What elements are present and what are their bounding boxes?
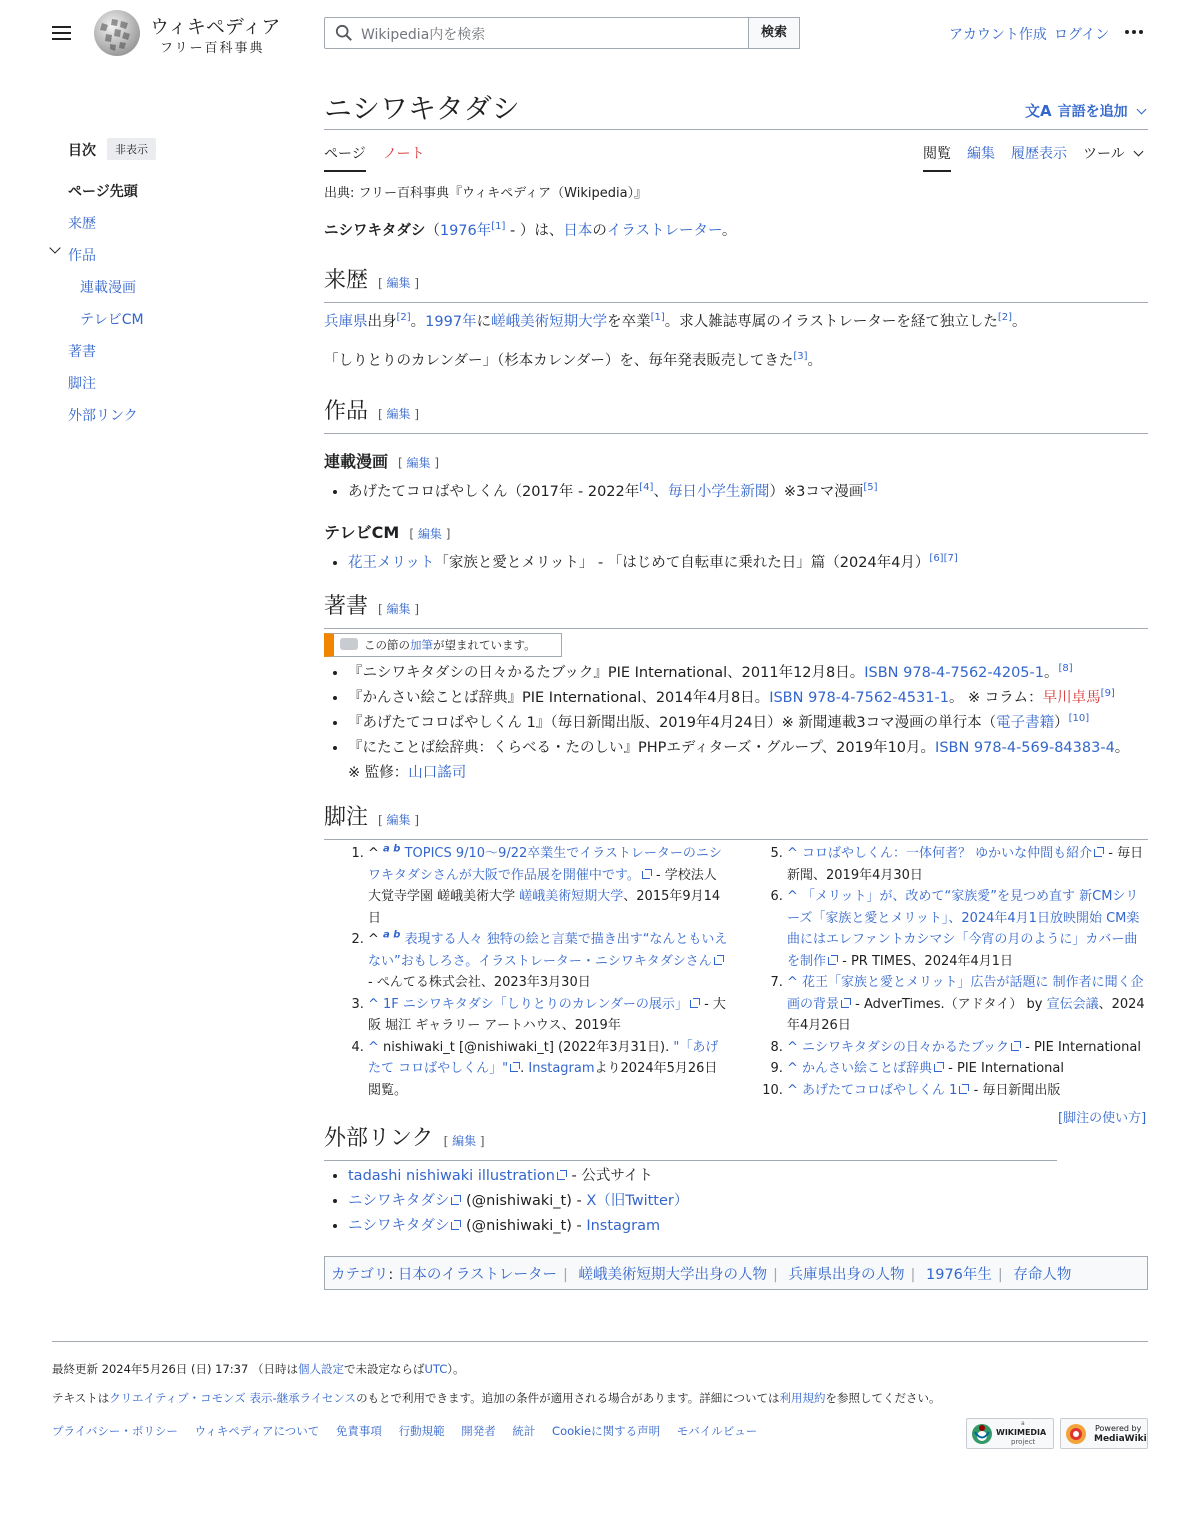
- external-link-icon: [714, 955, 724, 965]
- toc-item-external[interactable]: 外部リンク: [68, 408, 138, 424]
- wikimedia-logo-icon: [971, 1423, 993, 1445]
- toc-item-tvcm[interactable]: テレビCM: [80, 312, 144, 328]
- hyogo-link[interactable]: 兵庫県: [324, 314, 368, 330]
- toc-item-manga[interactable]: 連載漫画: [80, 280, 136, 296]
- chevron-down-icon: [1133, 147, 1143, 157]
- school-link[interactable]: 嵯峨美術短期大学: [519, 889, 624, 904]
- reference-link[interactable]: 表現する人々 独特の絵と言葉で描き出す“なんともいえない”おもしろさ。イラストレーター・ニシワキタダシさん: [368, 932, 728, 969]
- ref-link[interactable]: [6][7]: [929, 553, 958, 565]
- references-right: [743, 843, 1148, 1101]
- toc-hide-button[interactable]: 非表示: [107, 138, 156, 160]
- tab-read[interactable]: 閲覧: [923, 143, 951, 172]
- supervisor-link[interactable]: 山口謠司: [408, 765, 467, 781]
- external-link-icon: [510, 1062, 520, 1072]
- isbn-link[interactable]: ISBN 978-4-7562-4531-1: [769, 690, 949, 706]
- back-link[interactable]: ^: [787, 975, 803, 990]
- mediawiki-badge[interactable]: Powered by MediaWiki: [1060, 1418, 1148, 1449]
- external-link-icon: [690, 998, 700, 1008]
- reference-link[interactable]: 花王「家族と愛とメリット」広告が話題に 制作者に聞く企画の背景: [787, 975, 1144, 1012]
- footer-divider: [52, 1341, 1148, 1342]
- manga-list: [348, 480, 877, 505]
- calendar-paragraph: 「しりとりのカレンダー」（杉本カレンダー）を、毎年発表販売してきた[3]。: [324, 351, 823, 369]
- back-link[interactable]: ^: [787, 1039, 803, 1055]
- ref-link[interactable]: [1]: [650, 312, 665, 324]
- external-link-icon: [642, 869, 652, 879]
- edit-section-link[interactable]: [ 編集 ]: [378, 407, 420, 421]
- toc-title: 目次: [68, 143, 96, 159]
- category-box: カテゴリ: 日本のイラストレーター | 嵯峨美術短期大学出身の人物 | 兵庫県出身の人物 | 1976年生 | 存命人物: [324, 1256, 1148, 1290]
- footer-link-stats[interactable]: 統計: [512, 1424, 536, 1438]
- reference-item: 5. ^ コロばやしくん：一体何者？ ゆかいな仲間も紹介 - 毎日新聞、2019年4月30日: [787, 843, 1148, 886]
- source-line: 出典: フリー百科事典『ウィキペディア（Wikipedia）』: [324, 186, 648, 201]
- reference-item: 10. ^ あげたてコロばやしくん 1 - 毎日新聞出版: [787, 1080, 1148, 1102]
- wikipedia-logo[interactable]: [92, 9, 282, 57]
- reference-item: 8. ^ ニシワキタダシの日々かるたブック - PIE International: [787, 1037, 1148, 1059]
- external-link-icon: [557, 1170, 567, 1180]
- external-link-icon: [1011, 1041, 1021, 1051]
- x-link[interactable]: X（旧Twitter）: [586, 1193, 689, 1209]
- reference-link[interactable]: かんさい絵ことば辞典: [802, 1061, 933, 1076]
- reference-item: 6. ^ 「メリット」が、改めて“家族愛”を見つめ直す 新CMシリーズ「家族と愛とメリット」、2024年4月1日放映開始 CM楽曲にはエレファントカシマシ「今宵の月のように」カバー曲を制作 - PR TIMES、2024年4月1日: [787, 886, 1148, 972]
- reference-link[interactable]: "「あげたて コロばやしくん」": [368, 1039, 719, 1076]
- section-notes-heading: 脚注 [ 編集 ]: [324, 803, 1148, 840]
- toc-item-works[interactable]: 作品: [68, 248, 96, 264]
- expand-notice-box: この節の加筆が望まれています。: [324, 633, 562, 657]
- search-button[interactable]: 検索: [748, 17, 800, 49]
- list-item: • あげたてコロばやしくん（2017年 - 2022年[4]、毎日小学生新聞）※3コマ漫画[5]: [348, 480, 877, 505]
- more-options-icon[interactable]: [1125, 30, 1145, 36]
- tab-talk[interactable]: ノート: [383, 146, 425, 162]
- ref-link[interactable]: [4]: [639, 482, 654, 494]
- list-item: • 花王メリット「家族と愛とメリット」 - 「はじめて自転車に乗れた日」篇（2024年4月）[6][7]: [348, 551, 958, 576]
- isbn-link[interactable]: ISBN 978-4-7562-4205-1: [864, 665, 1044, 681]
- back-link[interactable]: ^: [787, 846, 803, 861]
- hamburger-icon: [52, 24, 72, 42]
- edit-section-link[interactable]: [ 編集 ]: [443, 1134, 485, 1148]
- instagram-profile-link[interactable]: ニシワキタダシ: [348, 1218, 450, 1234]
- back-link[interactable]: ^: [368, 1039, 384, 1055]
- category-link[interactable]: 1976年生: [926, 1267, 992, 1283]
- tab-edit[interactable]: 編集: [967, 146, 995, 162]
- edit-section-link[interactable]: [ 編集 ]: [378, 813, 420, 827]
- school-link[interactable]: 嵯峨美術短期大学: [491, 314, 608, 330]
- edit-section-link[interactable]: [ 編集 ]: [398, 456, 440, 470]
- reference-item: 2. ^ $^{a b}$ 表現する人々 独特の絵と言葉で描き出す“なんともいえない”おもしろさ。イラストレーター・ニシワキタダシさん - ぺんてる株式会社、2023年3月30日: [368, 929, 728, 994]
- reference-item: 9. ^ かんさい絵ことば辞典 - PIE International: [787, 1058, 1148, 1080]
- refs-help-link[interactable]: [脚注の使い方]: [1058, 1111, 1147, 1126]
- ref-link[interactable]: [3]: [793, 351, 808, 363]
- footer-link-mobile[interactable]: モバイルビュー: [676, 1424, 758, 1438]
- external-link-icon: [828, 955, 838, 965]
- wikipedia-globe-icon: [92, 9, 142, 57]
- reference-item: 4. ^ nishiwaki_t [@nishiwaki_t] (2022年3月31日). "「あげたて コロばやしくん」" . Instagramより2024年5月26日閲覧。: [368, 1037, 728, 1102]
- instagram-link[interactable]: Instagram: [586, 1218, 661, 1234]
- tab-page[interactable]: ページ: [324, 143, 366, 172]
- list-item: • ニシワキタダシ (@nishiwaki_t) - X（旧Twitter）: [348, 1189, 688, 1214]
- x-profile-link[interactable]: ニシワキタダシ: [348, 1193, 450, 1209]
- ref-link[interactable]: [10]: [1068, 713, 1090, 725]
- expand-link[interactable]: 加筆: [410, 638, 433, 652]
- ref-link[interactable]: [8]: [1058, 663, 1073, 675]
- toc-item-books[interactable]: 著書: [68, 344, 96, 360]
- reference-item: 7. ^ 花王「家族と愛とメリット」広告が話題に 制作者に聞く企画の背景 - AdverTimes.（アドタイ） by 宣伝会議、2024年4月26日: [787, 972, 1148, 1037]
- reference-link[interactable]: 1F ニシワキタダシ「しりとりのカレンダーの展示」: [383, 996, 688, 1012]
- sendenkaigi-link[interactable]: 宣伝会議: [1046, 996, 1099, 1012]
- external-links-list: [348, 1164, 688, 1239]
- section-history-heading: 来歴 [ 編集 ]: [324, 266, 1148, 303]
- footer-link-developers[interactable]: 開発者: [461, 1424, 496, 1438]
- ref-link[interactable]: [9]: [1100, 688, 1115, 700]
- category-link[interactable]: 兵庫県出身の人物: [788, 1267, 905, 1283]
- reference-item: 3. ^ 1F ニシワキタダシ「しりとりのカレンダーの展示」 - 大阪 堀江 ギャラリー アートハウス、2019年: [368, 994, 728, 1037]
- japan-link[interactable]: 日本: [563, 223, 593, 239]
- footer-links: [52, 1423, 757, 1439]
- mediawiki-logo-icon: [1065, 1423, 1087, 1445]
- reference-item: 1. ^ $^{a b}$ TOPICS 9/10〜9/22卒業生でイラストレーターのニシワキタダシさんが大阪で作品展を開催中です。 - 学校法人 大覚寺学園 嵯峨美術大学 嵯峨美術短期大学、2015年9月14日: [368, 843, 728, 929]
- subject-name: ニシワキタダシ: [324, 223, 426, 239]
- ref-link[interactable]: [1]: [491, 221, 506, 233]
- login-link[interactable]: ログイン: [1054, 27, 1110, 43]
- category-link[interactable]: 日本のイラストレーター: [397, 1267, 557, 1283]
- year-1997-link[interactable]: 1997年: [425, 314, 477, 330]
- main-menu-button[interactable]: [52, 24, 72, 42]
- back-link[interactable]: ^: [787, 889, 803, 904]
- categories-link[interactable]: カテゴリ: [331, 1267, 389, 1283]
- tvcm-list: [348, 551, 958, 576]
- last-edited: 最終更新 2024年5月26日 (日) 17:37 （日時は個人設定で未設定ならばUTC）。: [52, 1362, 465, 1376]
- search-placeholder: Wikipedia内を検索: [361, 27, 486, 43]
- footer-link-privacy[interactable]: プライバシー・ポリシー: [52, 1424, 178, 1438]
- illustrator-link[interactable]: イラストレーター: [606, 223, 722, 239]
- external-link-icon: [1094, 847, 1104, 857]
- title-divider: [324, 129, 1148, 130]
- add-languages-button[interactable]: 文A 言語を追加: [1025, 100, 1145, 121]
- edit-section-link[interactable]: [ 編集 ]: [378, 602, 420, 616]
- external-link-icon: [451, 1195, 461, 1205]
- external-link-icon: [959, 1084, 969, 1094]
- terms-link[interactable]: 利用規約: [779, 1391, 826, 1405]
- list-item: • 『あげたてコロばやしくん 1』（毎日新聞出版、2019年4月24日）※ 新聞連載3コマ漫画の単行本（電子書籍）[10]: [348, 711, 1148, 736]
- license-text: テキストはクリエイティブ・コモンズ 表示-継承ライセンスのもとで利用できます。追加の条件が適用される場合があります。詳細については利用規約を参照してください。: [52, 1391, 941, 1405]
- section-tvcm-heading: テレビCM [ 編集 ]: [324, 523, 451, 542]
- section-manga-heading: 連載漫画 [ 編集 ]: [324, 452, 440, 471]
- books-list: [348, 661, 1148, 786]
- footer-link-disclaimer[interactable]: 免責事項: [335, 1424, 382, 1438]
- birth-year-link[interactable]: 1976年: [439, 223, 492, 239]
- ref-link[interactable]: [5]: [863, 482, 878, 494]
- list-item: • 『にたことば絵辞典：くらべる・たのしい』PHPエディターズ・グループ、2019年10月。ISBN 978-4-569-84383-4。 ※ 監修：山口謠司: [348, 736, 1148, 786]
- chevron-down-icon[interactable]: [49, 242, 60, 253]
- footer-link-about[interactable]: ウィキペディアについて: [194, 1424, 320, 1438]
- intro-paragraph: ニシワキタダシ（1976年[1] - ）は、日本のイラストレーター。: [324, 221, 737, 239]
- reference-link[interactable]: ニシワキタダシの日々かるたブック: [802, 1039, 1009, 1055]
- edit-section-link[interactable]: [ 編集 ]: [378, 276, 420, 290]
- ref-link[interactable]: [2]: [997, 312, 1012, 324]
- footer-link-code-of-conduct[interactable]: 行動規範: [398, 1424, 445, 1438]
- footer-link-cookie[interactable]: Cookieに関する声明: [552, 1424, 661, 1438]
- list-item: • ニシワキタダシ (@nishiwaki_t) - Instagram: [348, 1214, 688, 1239]
- history-paragraph: 兵庫県出身[2]。1997年に嵯峨美術短期大学を卒業[1]。求人雑誌専属のイラストレーターを経て独立した[2]。: [324, 312, 1027, 330]
- section-external-heading: 外部リンク [ 編集 ]: [324, 1124, 1057, 1161]
- references-left: [324, 843, 728, 1101]
- category-link[interactable]: 嵯峨美術短期大学出身の人物: [578, 1267, 767, 1283]
- create-account-link[interactable]: アカウント作成: [949, 27, 1047, 43]
- tab-tools[interactable]: ツール: [1083, 143, 1142, 163]
- back-link[interactable]: ^: [787, 1082, 803, 1098]
- wikimedia-badge[interactable]: a WIKIMEDIA project: [966, 1418, 1054, 1449]
- utc-link[interactable]: UTC: [424, 1362, 448, 1376]
- toc-item-history[interactable]: 来歴: [68, 216, 96, 232]
- search-input[interactable]: [324, 17, 750, 49]
- section-works-heading: 作品 [ 編集 ]: [324, 397, 1148, 434]
- hayakawa-link[interactable]: 早川卓馬: [1042, 690, 1101, 706]
- ebook-link[interactable]: 電子書籍: [996, 715, 1055, 731]
- logo-tagline: フリー百科事典: [160, 41, 265, 56]
- search-form: [324, 17, 800, 49]
- toc-item-notes[interactable]: 脚注: [68, 376, 96, 392]
- tab-history[interactable]: 履歴表示: [1011, 146, 1067, 162]
- newspaper-link[interactable]: 毎日小学生新聞: [667, 484, 770, 500]
- toc-item-top[interactable]: ページ先頭: [68, 184, 138, 200]
- external-link-icon: [451, 1220, 461, 1230]
- back-link[interactable]: ^: [787, 1061, 803, 1076]
- language-icon: 文A: [1025, 102, 1052, 120]
- page-title: ニシワキタダシ: [324, 92, 520, 125]
- list-item: • 『ニシワキタダシの日々かるたブック』PIE International、2011年12月8日。ISBN 978-4-7562-4205-1。[8]: [348, 661, 1148, 686]
- reference-link[interactable]: あげたてコロばやしくん 1: [802, 1082, 958, 1098]
- license-link[interactable]: クリエイティブ・コモンズ 表示-継承ライセンス: [109, 1391, 357, 1405]
- logo-title: ウィキペディア: [150, 16, 281, 38]
- official-site-link[interactable]: tadashi nishiwaki illustration: [348, 1168, 555, 1184]
- search-icon: [335, 24, 353, 42]
- edit-section-link[interactable]: [ 編集 ]: [409, 527, 451, 541]
- chevron-down-icon: [1136, 105, 1146, 115]
- section-books-heading: 著書 [ 編集 ]: [324, 592, 1148, 629]
- preferences-link[interactable]: 個人設定: [297, 1362, 344, 1376]
- instagram-link[interactable]: Instagram: [528, 1061, 595, 1076]
- reference-link[interactable]: 「メリット」が、改めて“家族愛”を見つめ直す 新CMシリーズ「家族と愛とメリット」、2024年4月1日放映開始 CM楽曲にはエレファントカシマシ「今宵の月のように」カバー曲を制作: [787, 889, 1140, 969]
- list-item: • tadashi nishiwaki illustration - 公式サイト: [348, 1164, 688, 1189]
- ref-link[interactable]: [2]: [396, 312, 411, 324]
- isbn-link[interactable]: ISBN 978-4-569-84383-4: [935, 740, 1115, 756]
- list-item: • 『かんさい絵ことば辞典』PIE International、2014年4月8日。ISBN 978-4-7562-4531-1。 ※ コラム：早川卓馬[9]: [348, 686, 1148, 711]
- pencil-icon: [340, 638, 358, 650]
- category-link[interactable]: 存命人物: [1013, 1267, 1072, 1283]
- kao-merit-link[interactable]: 花王メリット: [348, 555, 435, 571]
- back-link[interactable]: ^: [368, 996, 384, 1012]
- external-link-icon: [841, 998, 851, 1008]
- reference-link[interactable]: TOPICS 9/10〜9/22卒業生でイラストレーターのニシワキタダシさんが大阪で作品展を開催中です。: [368, 846, 722, 883]
- external-link-icon: [934, 1062, 944, 1072]
- reference-link[interactable]: コロばやしくん：一体何者？ ゆかいな仲間も紹介: [802, 846, 1093, 861]
